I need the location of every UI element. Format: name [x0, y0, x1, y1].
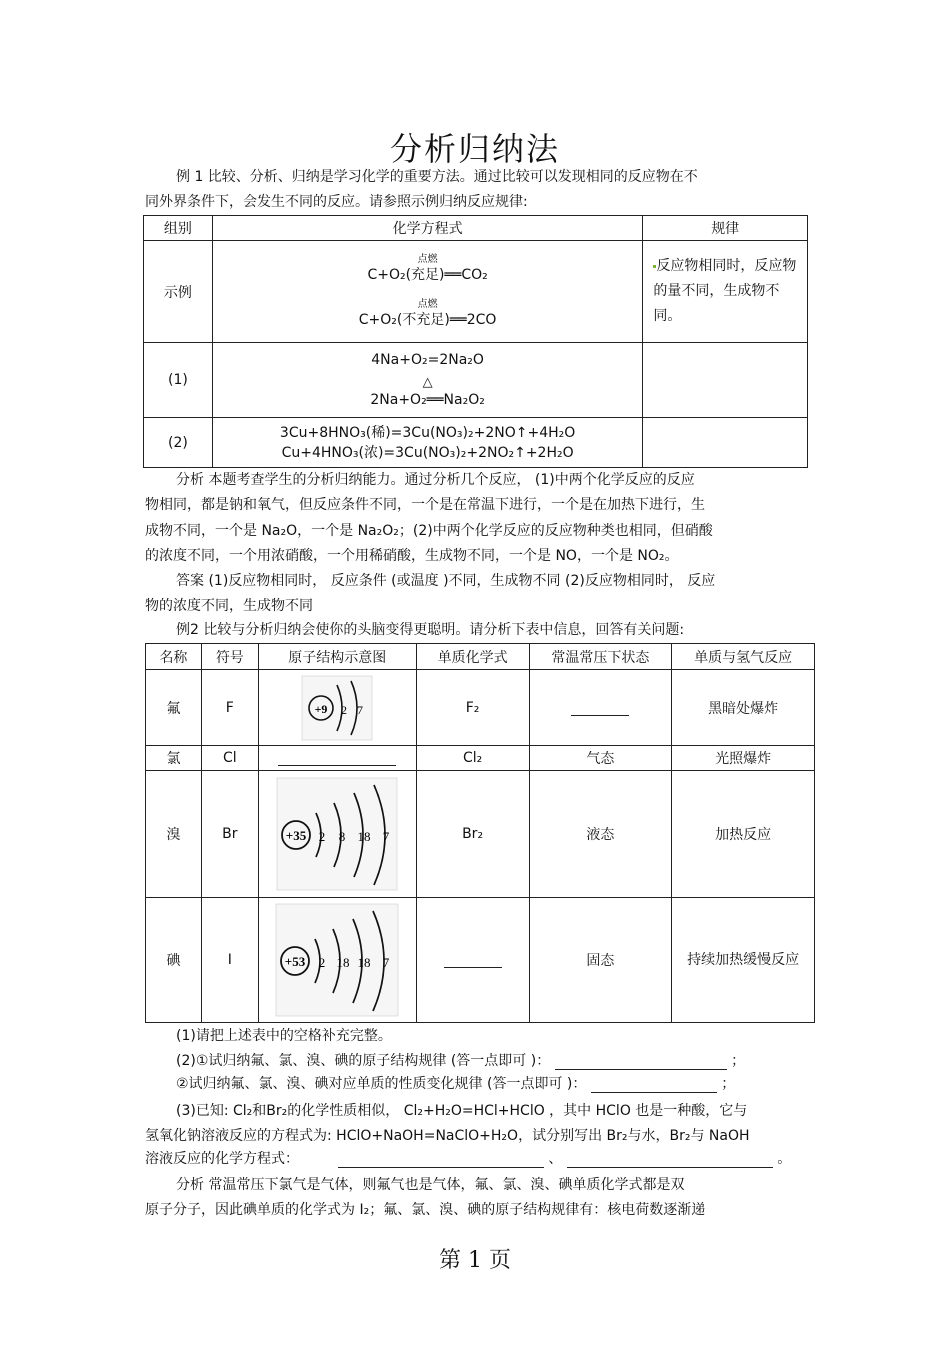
question2b-text: ②试归纳氟、氯、溴、碘对应单质的性质变化规律 (答一点即可 )： [176, 1076, 587, 1092]
table-header-row [144, 216, 808, 241]
shell-label: 7 [382, 955, 390, 970]
state-cell [529, 670, 672, 746]
equation: 2Na+O₂══Na₂O₂ [370, 392, 485, 408]
shell-label: 8 [338, 829, 346, 844]
example2-line1: 例2 比较与分析归纳会使你的头脑变得更聪明。请分析下表中信息，回答有关问题: [176, 622, 685, 638]
rule-text: 反应物相同时，反应物的量不同，生成物不同。 [653, 258, 797, 324]
header-formula: 单质化学式 [416, 644, 529, 670]
question1: (1)请把上述表中的空格补充完整。 [176, 1028, 392, 1044]
formula-cell: Br₂ [416, 771, 529, 898]
reaction-cell: 持续加热缓慢反应 [672, 898, 815, 1023]
equation: C+O₂(不充足)══2CO [358, 311, 497, 328]
header-structure: 原子结构示意图 [258, 644, 416, 670]
answer-blank [567, 1153, 773, 1168]
equation: C+O₂(充足)══CO₂ [367, 266, 488, 283]
symbol-cell: Br [201, 771, 258, 898]
table-row [144, 418, 808, 468]
rule-cell [643, 241, 808, 343]
table-row [144, 343, 808, 418]
equation-cell [212, 241, 643, 343]
formula-cell: Cl₂ [416, 746, 529, 771]
answer1-line1: 答案 (1)反应物相同时， 反应条件 (或温度 )不同，生成物不同 (2)反应物相同时， 反应 [176, 573, 716, 589]
symbol-cell: F [201, 670, 258, 746]
semicolon: ； [731, 1053, 746, 1069]
reaction-cell: 黑暗处爆炸 [672, 670, 815, 746]
header-name: 名称 [146, 644, 202, 670]
reaction-cell: 光照爆炸 [672, 746, 815, 771]
equation: Cu+4HNO₃(浓)=3Cu(NO₃)₂+2NO₂↑+2H₂O [281, 444, 574, 461]
group-cell: 示例 [144, 241, 213, 343]
nucleus-label: +53 [284, 954, 306, 969]
table-row [146, 898, 815, 1023]
table-row [146, 746, 815, 771]
period: 。 [777, 1151, 792, 1167]
analysis1-line2: 物相同，都是钠和氧气，但反应条件不同，一个是在常温下进行，一个是在加热下进行，生 [145, 497, 705, 513]
state-cell: 气态 [529, 746, 672, 771]
question3-line2: 氢氧化钠溶液反应的方程式为: HClO+NaOH=NaClO+H₂O，试分别写出 Br₂与水，Br₂与 NaOH [145, 1128, 750, 1144]
equation: 3Cu+8HNO₃(稀)=3Cu(NO₃)₂+2NO↑+4H₂O [279, 424, 576, 441]
reaction-cell: 加热反应 [672, 771, 815, 898]
shell-label: 2 [318, 955, 326, 970]
question3-line1: (3)已知: Cl₂和Br₂的化学性质相似， Cl₂+H₂O=HCl+HClO ，其中 HClO 也是一种酸，它与 [176, 1103, 748, 1119]
shell-label: 2 [341, 702, 348, 717]
question2b [176, 1075, 735, 1093]
answer-blank [444, 967, 502, 968]
example1-line1: 例 1 比较、分析、归纳是学习化学的重要方法。通过比较可以发现相同的反应物在不 [176, 169, 698, 185]
equation-cell [212, 343, 643, 418]
structure-cell [258, 670, 416, 746]
header-rule: 规律 [643, 216, 808, 241]
shell-label: 18 [336, 955, 350, 970]
symbol-cell: I [201, 898, 258, 1023]
name-cell: 溴 [146, 771, 202, 898]
answer-blank [338, 1153, 544, 1168]
shell-label: 18 [357, 955, 371, 970]
condition-label: △ [422, 375, 433, 390]
header-h2-reaction: 单质与氢气反应 [672, 644, 815, 670]
formula-cell: F₂ [416, 670, 529, 746]
header-symbol: 符号 [201, 644, 258, 670]
name-cell: 氟 [146, 670, 202, 746]
table-row [146, 670, 815, 746]
symbol-cell: Cl [201, 746, 258, 771]
answer1-line2: 物的浓度不同，生成物不同 [145, 598, 313, 614]
analysis1-line4: 的浓度不同，一个用浓硝酸，一个用稀硝酸，生成物不同，一个是 NO，一个是 NO₂。 [145, 548, 679, 564]
header-state: 常温常压下状态 [529, 644, 672, 670]
rule-cell [643, 418, 808, 468]
nucleus-label: +35 [285, 828, 307, 843]
shell-label: 18 [357, 829, 371, 844]
condition-label: 点燃 [417, 253, 438, 265]
group-cell: (2) [144, 418, 213, 468]
analysis1-line3: 成物不同，一个是 Na₂O，一个是 Na₂O₂；(2)中两个化学反应的反应物种类也相同，但硝酸 [145, 523, 713, 539]
example1-line2: 同外界条件下，会发生不同的反应。请参照示例归纳反应规律: [145, 194, 528, 210]
nucleus-label: +9 [314, 701, 328, 716]
page-title: 分析归纳法 [389, 130, 560, 168]
bromine-atom-diagram [276, 777, 398, 891]
answer-blank [591, 1078, 717, 1093]
structure-cell [258, 898, 416, 1023]
answer-blank [278, 753, 396, 766]
table-header-row [146, 644, 815, 670]
iodine-atom-diagram [275, 903, 399, 1017]
rule-cell [643, 343, 808, 418]
name-cell: 氯 [146, 746, 202, 771]
analysis1-line1: 分析 本题考查学生的分析归纳能力。通过分析几个反应， (1)中两个化学反应的反应 [176, 472, 695, 488]
reaction-rules-table [143, 215, 808, 468]
question3-line3 [145, 1150, 791, 1168]
header-group: 组别 [144, 216, 213, 241]
table-row [146, 771, 815, 898]
state-cell: 液态 [529, 771, 672, 898]
fluorine-atom-diagram [301, 675, 373, 741]
analysis2-line1: 分析 常温常压下氯气是气体，则氟气也是气体，氟、氯、溴、碘单质化学式都是双 [176, 1177, 685, 1193]
semicolon: ； [721, 1076, 736, 1092]
equation: 4Na+O₂=2Na₂O [371, 352, 484, 368]
header-equation: 化学方程式 [212, 216, 643, 241]
answer-blank [555, 1055, 727, 1070]
formula-cell [416, 898, 529, 1023]
table-row [144, 241, 808, 343]
shell-label: 2 [318, 829, 326, 844]
group-cell: (1) [144, 343, 213, 418]
halogen-table [145, 643, 815, 1023]
structure-cell [258, 746, 416, 771]
page-number: 第 1 页 [439, 1248, 511, 1273]
analysis2-line2: 原子分子，因此碘单质的化学式为 I₂；氟、氯、溴、碘的原子结构规律有：核电荷数逐渐递 [145, 1202, 706, 1218]
equation-cell [212, 418, 643, 468]
name-cell: 碘 [146, 898, 202, 1023]
structure-cell [258, 771, 416, 898]
question3-line3-text: 溶液反应的化学方程式： [145, 1151, 299, 1167]
state-cell: 固态 [529, 898, 672, 1023]
shell-label: 7 [382, 829, 390, 844]
question2a [176, 1052, 745, 1070]
condition-label: 点燃 [417, 298, 438, 310]
shell-label: 7 [357, 702, 364, 717]
question2a-text: (2)①试归纳氟、氯、溴、碘的原子结构规律 (答一点即可 )： [176, 1053, 551, 1069]
answer-blank [571, 715, 629, 716]
separator: 、 [548, 1151, 563, 1167]
